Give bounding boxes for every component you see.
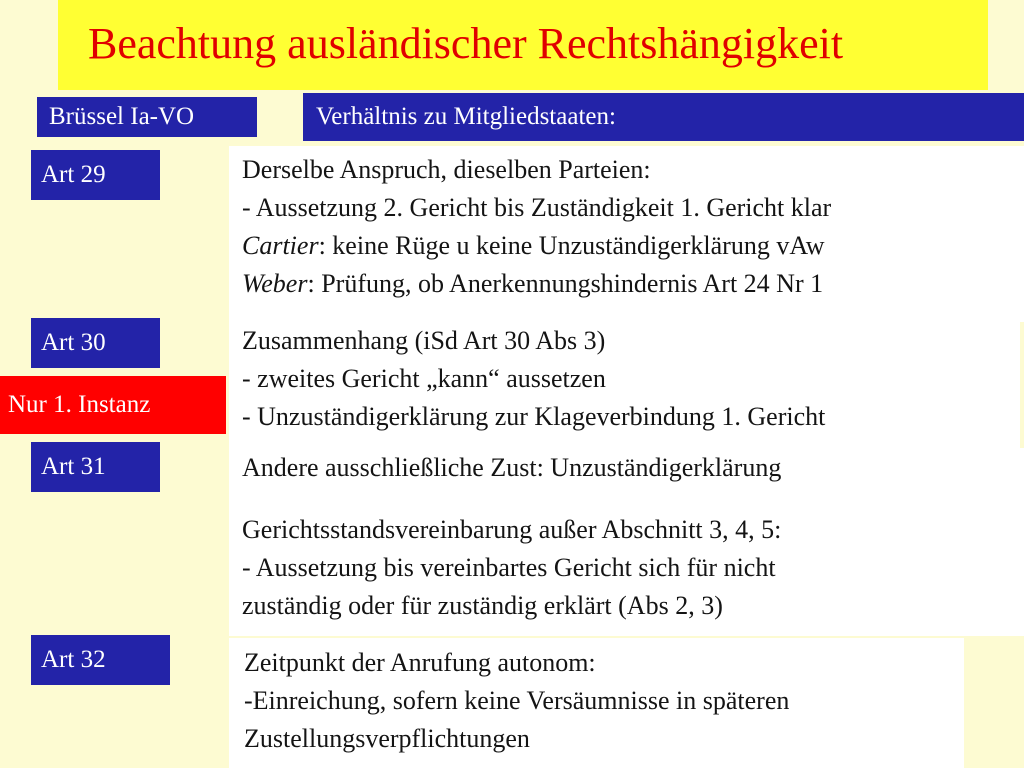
art32-line2: -Einreichung, sofern keine Versäumnisse in späteren <box>244 686 790 715</box>
art31-line4: zuständig oder für zuständig erklärt (Abs 2, 3) <box>242 591 723 620</box>
art32-line3: Zustellungsverpflichtungen <box>244 724 530 753</box>
art30-label: Art 30 <box>31 318 160 368</box>
art32-label: Art 32 <box>31 635 170 685</box>
art30-line1: Zusammenhang (iSd Art 30 Abs 3) <box>242 326 606 355</box>
art31-line1: Andere ausschließliche Zust: Unzuständigerklärung <box>242 453 782 482</box>
art30-text <box>242 322 825 436</box>
art32-line1: Zeitpunkt der Anrufung autonom: <box>244 648 596 677</box>
art29-text <box>242 151 831 303</box>
art31-panel-edge <box>1012 448 1024 636</box>
art31-line2: Gerichtsstandsvereinbarung außer Abschnitt 3, 4, 5: <box>242 515 782 544</box>
art30-line3: - Unzuständigerklärung zur Klageverbindung 1. Gericht <box>242 402 826 431</box>
art29-line1: Derselbe Anspruch, dieselben Parteien: <box>242 155 651 184</box>
art29-label: Art 29 <box>31 150 160 200</box>
case-cartier: Cartier <box>242 231 319 260</box>
art31-text-2 <box>242 511 781 625</box>
relation-header: Verhältnis zu Mitgliedstaaten: <box>303 93 1024 141</box>
art30-line2: - zweites Gericht „kann“ aussetzen <box>242 364 606 393</box>
case-weber: Weber <box>242 269 308 298</box>
page-title: Beachtung ausländischer Rechtshängigkeit <box>88 19 844 68</box>
art29-line3 <box>242 227 831 265</box>
first-instance-badge: Nur 1. Instanz <box>0 376 226 434</box>
regulation-label: Brüssel Ia-VO <box>37 97 257 137</box>
art29-line4-rest: : Prüfung, ob Anerkennungshindernis Art 24 Nr 1 <box>307 269 824 298</box>
art29-line2: - Aussetzung 2. Gericht bis Zuständigkeit 1. Gericht klar <box>242 193 832 222</box>
art29-line3-rest: : keine Rüge u keine Unzuständigerklärung vAw <box>318 231 825 260</box>
art31-label: Art 31 <box>31 442 160 492</box>
art32-text <box>244 644 789 758</box>
art29-line4 <box>242 265 831 303</box>
art31-text <box>242 449 781 487</box>
art31-line3: - Aussetzung bis vereinbartes Gericht sich für nicht <box>242 553 776 582</box>
